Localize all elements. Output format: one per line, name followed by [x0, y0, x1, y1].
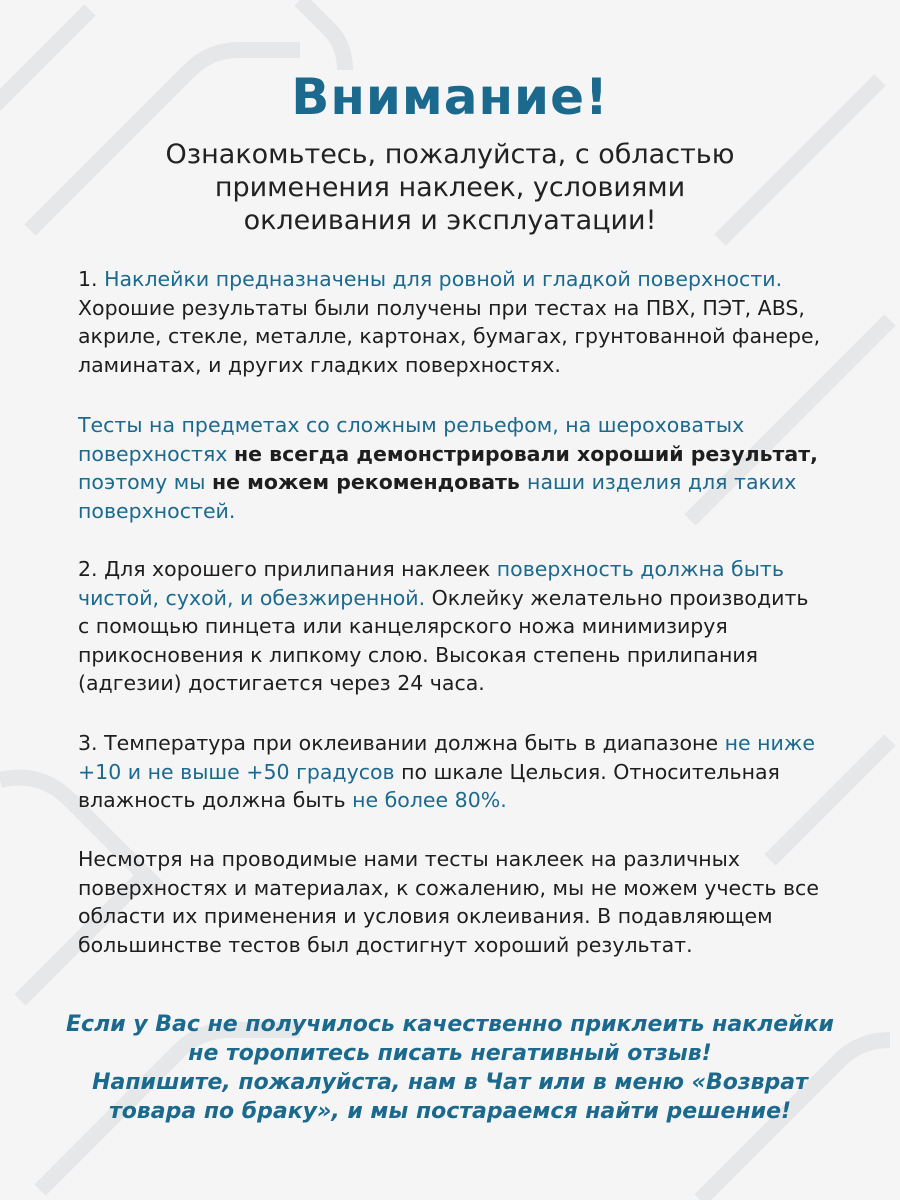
- paragraph-line: [78, 584, 838, 613]
- paragraph-line: [78, 874, 838, 903]
- highlighted-text: +10 и не выше +50 градусов: [78, 759, 402, 784]
- paragraph-line: [78, 669, 838, 698]
- body-text: акриле, стекле, металле, картонах, бумагах, грунтованной фанере,: [78, 324, 821, 348]
- paragraph-line: [78, 265, 838, 294]
- paragraph-line: [78, 612, 838, 641]
- paragraph-surface-types: [78, 265, 838, 379]
- highlighted-text: наши изделия для таких: [527, 470, 797, 494]
- body-text: Оклейку желательно производить: [431, 585, 809, 610]
- highlighted-text: не ниже: [724, 731, 815, 755]
- paragraph-line: [78, 555, 838, 584]
- body-text: 3. Температура при оклеивании должна быть в диапазоне: [78, 731, 725, 755]
- body-text: поверхностях и материалах, к сожалению, мы не можем учесть все: [78, 875, 819, 900]
- paragraph-line: [78, 411, 838, 440]
- paragraph-line: [78, 902, 838, 931]
- highlighted-text: не более 80%.: [352, 788, 507, 812]
- body-text: по шкале Цельсия. Относительная: [401, 759, 780, 784]
- body-text: Несмотря на проводимые нами тесты наклеек на различных: [78, 847, 740, 871]
- bold-text: не можем рекомендовать: [211, 470, 528, 494]
- closing-line: Напишите, пожалуйста, нам в Чат или в меню «Возврат: [92, 1070, 808, 1095]
- body-text: большинстве тестов был достигнут хороший результат.: [78, 932, 693, 957]
- highlighted-text: поверхностей.: [78, 498, 236, 523]
- closing-line: Если у Вас не получилось качественно приклеить наклейки: [66, 1012, 834, 1037]
- paragraph-line: [78, 468, 838, 497]
- body-text: (адгезии) достигается через 24 часа.: [78, 671, 485, 695]
- paragraph-rough-surfaces: [78, 411, 838, 525]
- body-text: прикосновения к липкому слою. Высокая степень прилипания: [78, 642, 759, 667]
- subtitle: [100, 138, 800, 237]
- paragraph-line: [78, 351, 838, 380]
- subtitle-line: оклеивания и эксплуатации!: [243, 205, 657, 236]
- highlighted-text: поверхность должна быть: [496, 557, 784, 581]
- body-text: области их применения и условия оклеивания. В подавляющем: [78, 904, 773, 928]
- highlighted-text: Тесты на предметах со сложным рельефом, на шероховатых: [78, 413, 745, 437]
- body-text: с помощью пинцета или канцелярского ножа минимизируя: [78, 614, 728, 638]
- subtitle-line: Ознакомьтесь, пожалуйста, с областью: [165, 139, 735, 170]
- body-text: 2. Для хорошего прилипания наклеек: [78, 557, 497, 581]
- body-text: ламинатах, и других гладких поверхностях.: [78, 352, 561, 377]
- bold-text: не всегда демонстрировали хороший результат,: [233, 441, 818, 466]
- paragraph-line: [78, 729, 838, 758]
- highlighted-text: поверхностях: [78, 441, 234, 466]
- closing-message: [60, 1010, 840, 1126]
- paragraph-line: [78, 758, 838, 787]
- paragraph-line: [78, 786, 838, 815]
- body-text: влажность должна быть: [78, 788, 353, 812]
- closing-line: товара по браку», и мы постараемся найти решение!: [108, 1099, 792, 1124]
- paragraph-temperature: [78, 729, 838, 815]
- paragraph-line: [78, 845, 838, 874]
- highlighted-text: Наклейки предназначены для ровной и гладкой поверхности.: [104, 267, 783, 291]
- highlighted-text: поэтому мы: [78, 470, 212, 494]
- body-text: Хорошие результаты были получены при тестах на ПВХ, ПЭТ, ABS,: [78, 295, 805, 320]
- page-title: Внимание!: [291, 68, 609, 126]
- paragraph-line: [78, 294, 838, 323]
- paragraph-line: [78, 931, 838, 960]
- paragraph-line: [78, 497, 838, 526]
- subtitle-line: применения наклеек, условиями: [214, 172, 686, 203]
- paragraph-disclaimer: [78, 845, 838, 959]
- paragraph-line: [78, 322, 838, 351]
- paragraph-line: [78, 641, 838, 670]
- paragraph-adhesion: [78, 555, 838, 698]
- body-text: 1.: [78, 267, 105, 291]
- closing-line: не торопитесь писать негативный отзыв!: [188, 1041, 712, 1066]
- highlighted-text: чистой, сухой, и обезжиренной.: [78, 585, 432, 610]
- paragraph-line: [78, 440, 838, 469]
